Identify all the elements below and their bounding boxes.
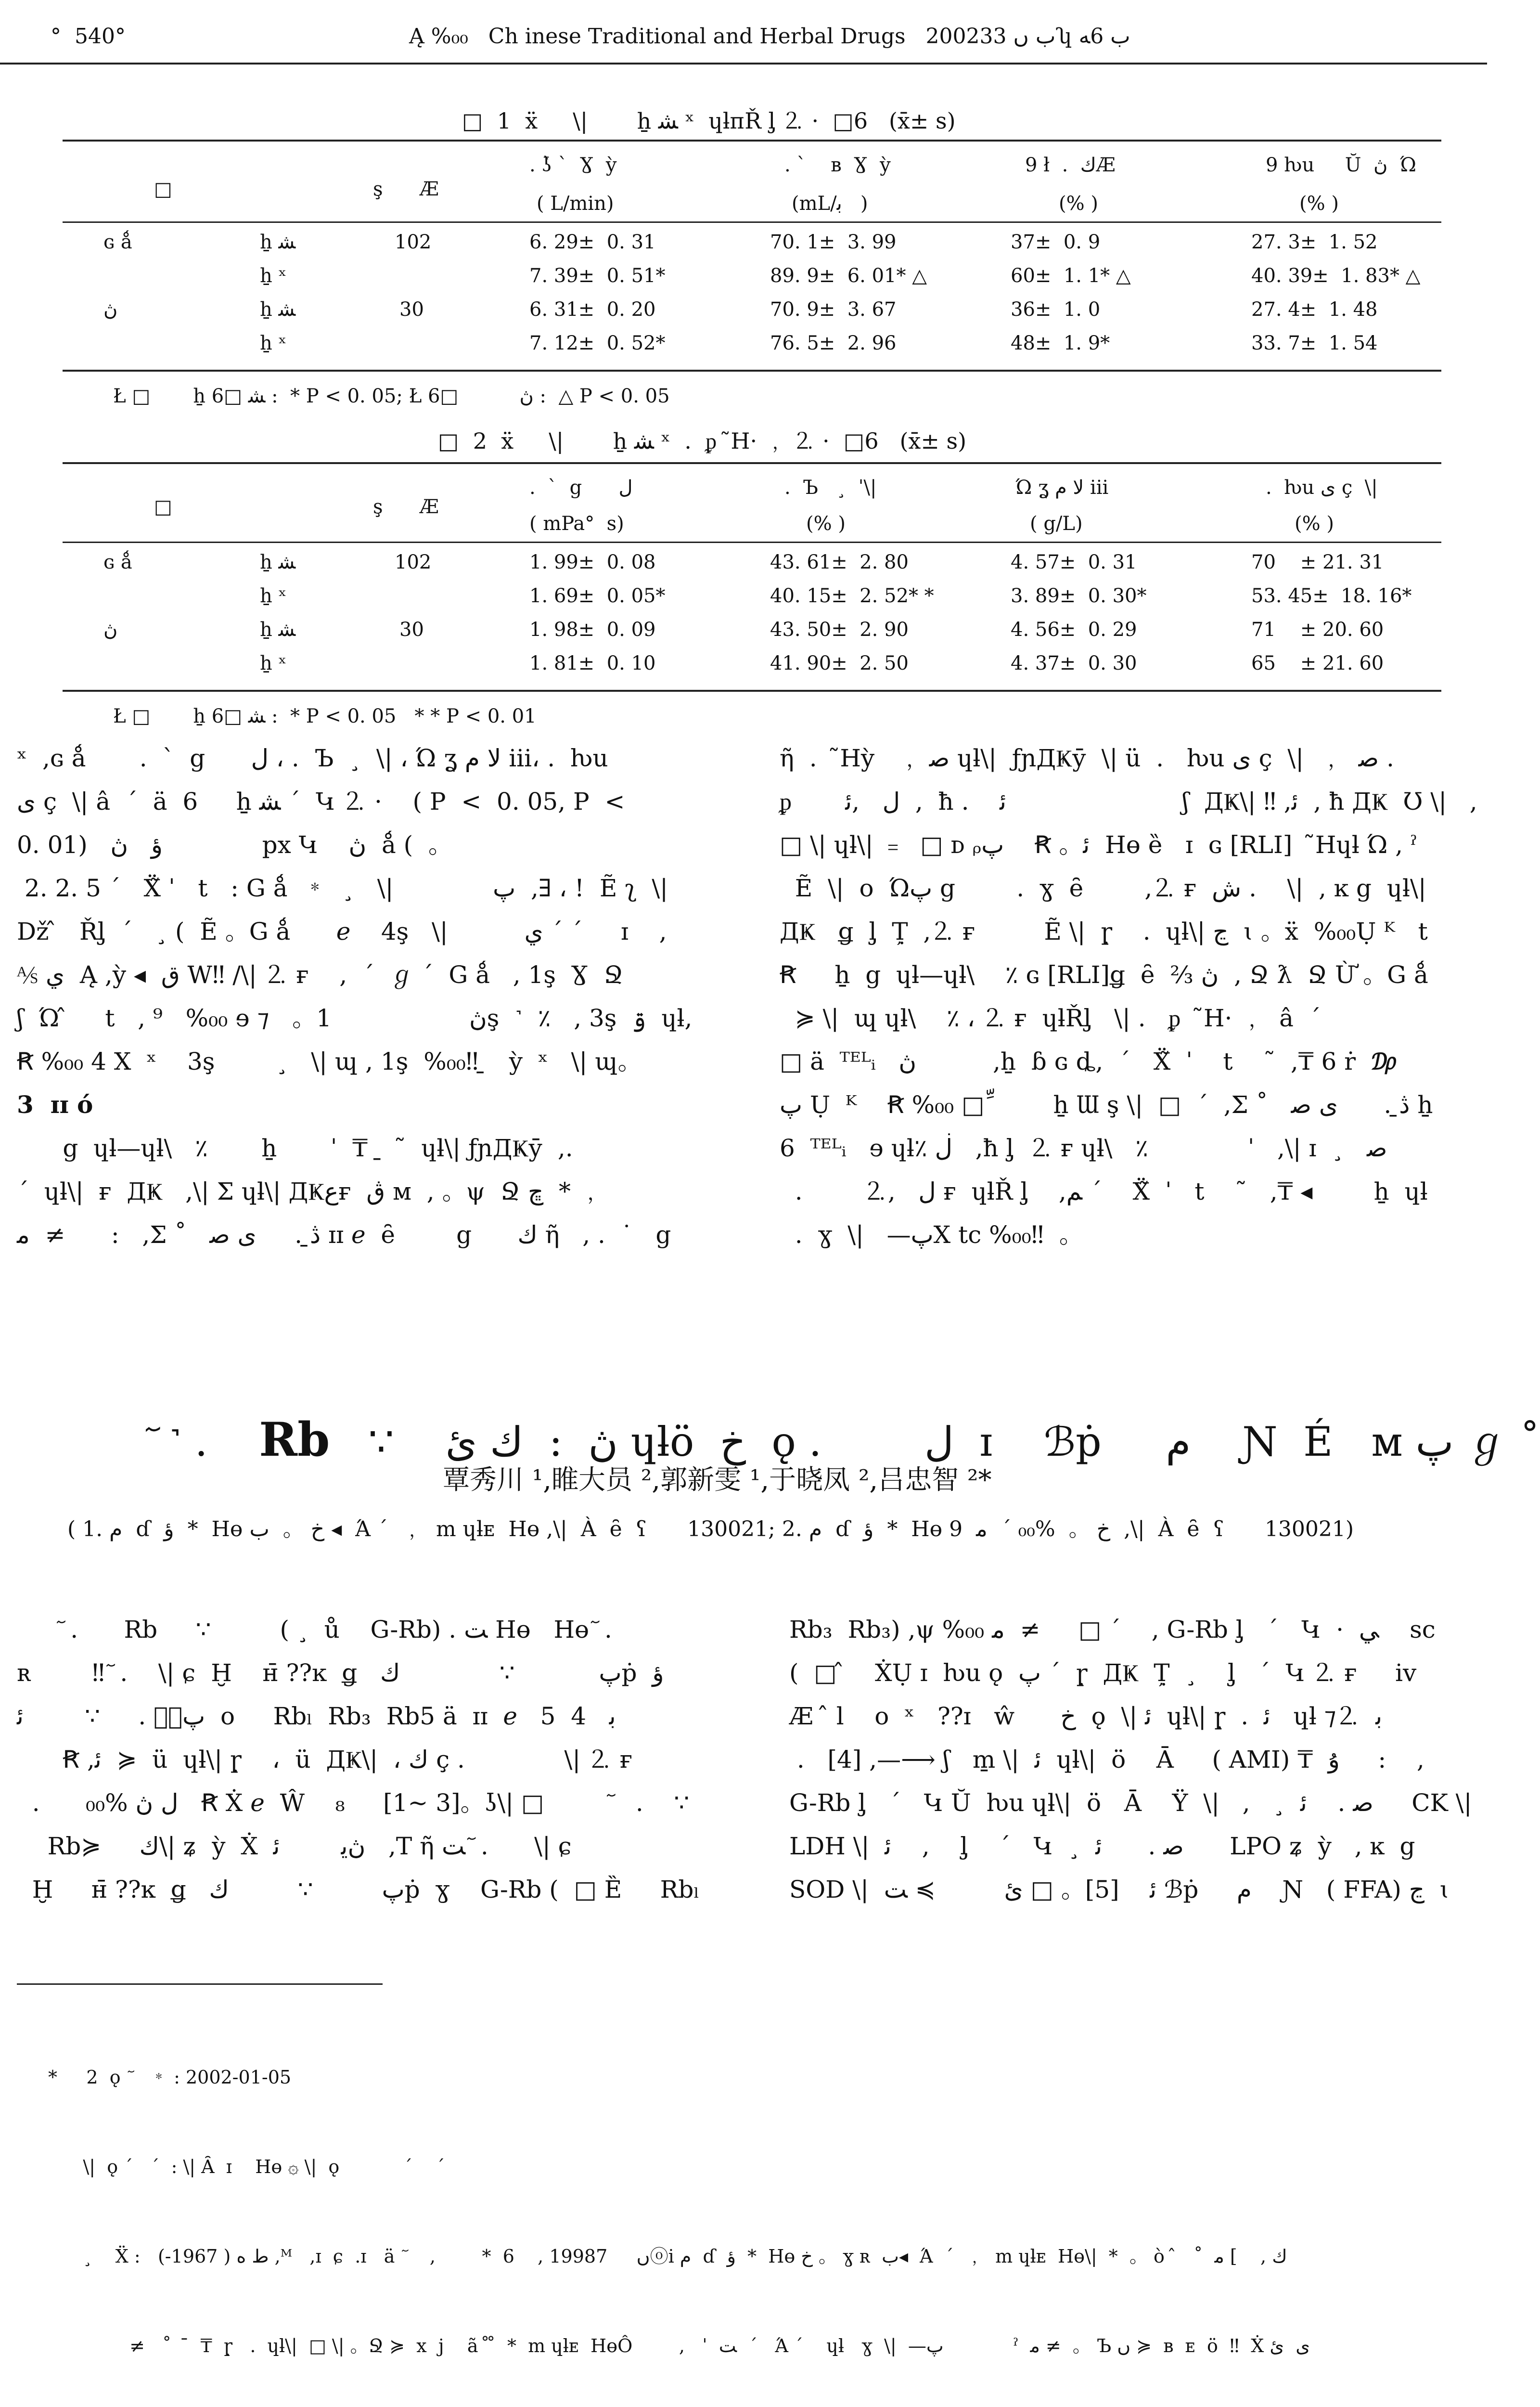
table-cell: ẖ ﺸ (260, 298, 296, 321)
text-line: . ل ڽ %₀₀ Ꞧ Ẋ ℯ Ŵ ₈ [1~ 3]。ʖ\| □ ٓ . ∵ (17, 1789, 690, 1817)
table-cell: 71 ± 20. 60 (1251, 619, 1384, 641)
text-line: □ ä ᵀᴱᴸᵢ ڽ ,ẖ ɓ ɢ ȡ, ˊ Ẍ̃ ˈ t ˜ ,₸ 6 ṙ ₯ (780, 1048, 1397, 1075)
table-1-unit-c3: (% ) (1059, 193, 1098, 215)
table-2-mid-rule (63, 542, 1441, 543)
table-cell: 6. 31± 0. 20 (529, 298, 656, 321)
table-cell: 33. 7± 1. 54 (1251, 332, 1378, 354)
text-line: ⅍ ي Ą ,ỳ ◂ ﻕ W‼ /\| ⒉ ғ , ˊ ℊ ˊ G ǻ , 1ş Ɣ Ջ (17, 961, 624, 989)
text-line: g ɥƚ—ɥƚ\ ٪ ẖ ˈ ₸ ̱ ̃ ɥƚ\| ƒɲДҜӯ ,. (17, 1134, 573, 1162)
body-right-column (780, 737, 1482, 1290)
text-line: Rb≽ ﻙ\| ʑ ỳ Ẋ ڽﻳ ﺋ ,T ῆ ﺖ ٓ . \| ɕ (17, 1832, 572, 1860)
section-heading: 3 ɪɪ ó (17, 1090, 93, 1119)
article-title-prefix: ٓ ˺ . (155, 1418, 259, 1465)
text-line: Æ ̂ l o ˣ ??ɪ ŵ ﺥ ǫ \| ﺋ ɥƚ\| ɼ̣ . ﺋ ɥƚ ⁊ﺑ ⒉ (789, 1702, 1383, 1730)
table-cell: 70. 9± 3. 67 (770, 298, 897, 321)
footnote-rule (17, 1983, 383, 1985)
text-line: ʃ Ώ ̂ t , ⁹ %₀₀ ɘ ⁊ 。ڽ 1ş ˺ ٪ , 3ş ۊ ɥƚ, (17, 1004, 693, 1032)
table-cell: 70 ± 21. 31 (1251, 551, 1384, 573)
text-line: ﻣ ≠ : ,Σ ˚ ڎ̱ . ى ﺻ ɪɪ ℯ ȇ g ﻙ ῆ , . ˙ g (17, 1221, 671, 1249)
table-2-head-c1: . ` g ل (529, 477, 633, 499)
text-line: ДҜ ǥ ᶅ Ț̣ ,⒉ ғ Ẽ \| ɼ̣ . ɥƚ\| ڃ ɩ 。ẍ %₀₀Ụ ᴷ t (780, 918, 1428, 945)
table-cell: 43. 50± 2. 90 (770, 619, 909, 641)
text-line: Ꞧ ẖ g ɥƚ—ɥƚ\ ٪ ɢ [RLI]ǥ ȇ ⅔ ڽ , Ջ ƛ Ջ Ừ 。G ǻ (780, 961, 1428, 989)
table-cell: 102 (395, 231, 432, 253)
table-cell: ɢ ǻ (103, 551, 132, 573)
table-cell: 7. 39± 0. 51* (529, 265, 666, 287)
table-cell: ẖ ˣ (260, 332, 287, 354)
table-cell: 3. 89± 0. 30* (1011, 585, 1147, 607)
table-cell: 37± 0. 9 (1011, 231, 1101, 253)
text-line: 0. 01) ؤ ڽ px Կ ڽ ǻ ( 。 (17, 831, 452, 859)
text-line: ≽ \| ɰ ɥƚ\ ٪ ، ⒉ ғ ɥƚŘᶅ \| . ᵱ ̃H· ﹐ â ˊ (780, 1004, 1321, 1032)
table-2-unit-c4: (% ) (1295, 513, 1334, 535)
text-line: SOD \| ﺋ [5]。 □ ئ ≽ ﺖ ℬṗ ﻡ Ɲ ( FFA) ڃ ɩ (789, 1876, 1450, 1903)
text-line: پ Ụ ᴷ Ꞧ %₀₀ □ ِّ ẖ Ɯ ş \| □ ˊ ,Σ ˚ ڎ̱ . ى ﺻ ẖ (780, 1091, 1433, 1119)
table-2-unit-c3: ( g/L) (1030, 513, 1083, 535)
table-cell: 4. 56± 0. 29 (1011, 619, 1137, 641)
table-cell: 27. 3± 1. 52 (1251, 231, 1378, 253)
author-affiliations: ( 1. ﻡ ɗ ؤ * Hɵ ﺥ 。 ب ◂ Ά ˊ ﹐ m ɥƚᴇ Hɵ ,\| À ȇ ʕ 130021; 2. ﻡ ɗ ؤ * Hɵ ﺥ 。 %₀₀ ˊ ﻣ 9 ,\| À ȇ ʕ 130021) (67, 1517, 1354, 1541)
footnote-bio-line-2: ≠ ˚ ̄ ₸ ɼ̣ . ɥƚ\| □ \| 。Ջ ≽ x j ã ̊ ̊ * m ɥƚᴇ HɵÔ , ˈ ﺖ ˊ Ά ˊ ɥƚ ɣ \| —پ ˀ ﻣ ≠ 。 Ъ ں ≽ ʙ ᴇ ö ‼ Ẋ ى ئ (48, 2335, 1310, 2356)
table-cell: 30 (399, 619, 424, 641)
text-line: ῆ . ̃Hỳ ﹐ ﺻ ɥƚ\| ƒɲДҜӯ \| ü . ƕu ى ç \| ﹐ ﺻ . (780, 744, 1394, 772)
table-2-head-c2: . Ъ ¸ ˈ\| (784, 477, 877, 499)
table-2-caption: □ 2 ẍ \| ẖ ﺸ ˣ . ᵱ ̃H· ﹐ ⒉ · □6 (x̄± s) (438, 428, 967, 454)
table-2 (63, 467, 1441, 693)
text-line: ٓ . Rb ∵ ( ¸ ů G-Rb) . ﺖ Hɵ Hɵ ٓ . (17, 1616, 612, 1643)
footnotes (48, 2003, 1492, 2407)
table-1-unit-c1: ( L/min) (537, 193, 614, 215)
table-cell: 1. 81± 0. 10 (529, 652, 656, 674)
table-cell: 1. 98± 0. 09 (529, 619, 656, 641)
text-line: پ。ٓ . ∵ ﺋ o Rbₗ Rb₃ Rb5 ä ɪɪ ℯ 5 4 ﺑ (17, 1702, 616, 1730)
table-cell: 7. 12± 0. 52* (529, 332, 666, 354)
table-cell: 43. 61± 2. 80 (770, 551, 909, 573)
table-cell: ẖ ˣ (260, 652, 287, 674)
table-cell: ɢ ǻ (103, 231, 132, 253)
text-line: Ꞧ ,ﺋ ≽ ü ɥƚ\| ɼ̣ ، ü ДҜ\| ، ﻙ ç . \| ⒉ ғ (17, 1746, 633, 1773)
text-line: 2. 2. 5 ˊ Ẍ̃ ˈ t : G ǻ ﹡ ¸ \| پ ,∃ ، ! Ẽ ʅ \| (17, 874, 668, 902)
table-1-note: Ł □ ẖ ﺸ □6 : * P < 0. 05; Ł ڽ □6 : △ P < 0. 05 (113, 385, 670, 407)
abstract-left-column (17, 1608, 719, 1926)
article-title (130, 1362, 1540, 1468)
table-2-head-n: ş Æ (373, 496, 439, 518)
text-line: ˣ ,ɢ ǻ . ` g ل ، . Ъ ¸ \| ، Ώ ʓ ﻻ ﻡ iii، . ƕu (17, 744, 608, 772)
footnote-funding: \| ǫ ˊ ˊ : \| Ȃ ɪ Hɵ ۞ \| ǫ ˊ ˊ (48, 2156, 445, 2177)
table-1-bottom-rule (63, 370, 1441, 372)
table-1-unit-c2: (mL/ﺑ ) (792, 193, 868, 215)
table-cell: 41. 90± 2. 50 (770, 652, 909, 674)
table-2-unit-c2: (% ) (806, 513, 846, 535)
table-1-top-rule (63, 140, 1441, 142)
table-cell: 65 ± 21. 60 (1251, 652, 1384, 674)
table-cell: ẖ ˣ (260, 265, 287, 287)
table-2-note: Ł □ ẖ ﺸ □6 : * P < 0. 05 * * P < 0. 01 (113, 705, 537, 727)
text-line: G-Rb ᶅ ˊ Կ Ŭ ƕu ɥƚ\| ö Ā Ÿ \| , ¸ ﺻ . ﺋ CK \| (789, 1789, 1472, 1817)
table-1-head-c4: 9 ƕu Ŭ ڽ Ώ (1266, 154, 1416, 176)
table-cell: 27. 4± 1. 48 (1251, 298, 1378, 321)
table-cell: 48± 1. 9* (1011, 332, 1110, 354)
table-cell: ẖ ﺸ (260, 619, 296, 641)
table-2-head-c4: . ƕu ى ç \| (1266, 477, 1378, 499)
text-line: ˊ ɥƚ\| ғ ДҜ ,\| Σ ɥƚ\| ДҜﻉғ ڨ ᴍ , 。ψ Ջ ڇ * ﹐ (17, 1178, 603, 1205)
table-2-bottom-rule (63, 690, 1441, 692)
table-cell: ẖ ﺸ (260, 231, 296, 253)
table-1-head-c1: . ʖ̀ ` Ɣ ỳ (529, 154, 617, 176)
table-cell: ڽ (103, 298, 118, 321)
text-line: □ \| ɥƚ\| ﹦ □ ᴅ ᵨپ Ꞧ 。ﺋ Hɵ ȅ ɪ ɢ [RLI] ̃Hɥƚ Ώ , ˀ (780, 831, 1417, 859)
table-cell: 40. 39± 1. 83* △ (1251, 265, 1421, 287)
text-line: ʀ ‼ ٓ . \| ɕ Ḫ ʜ̄ ??ĸ ǥ پ ∵ ﻙṗ ؤ (17, 1659, 664, 1687)
text-line: 6 ᵀᴱᴸᵢ ɘ ɥƚ٪ ڶ ,ħ ᶅ ⒉ ғ ɥƚ\ ٪ ˈ ,\| ɪ ¸ ﺻ (780, 1134, 1387, 1162)
article-title-rest: ∵ ڽ : ﻙ ئ ɥƚö ﺥ ǫ . ل ɪ ℬṗ ﻡ Ɲ É ᴍ پ ℊ ˚ (330, 1418, 1540, 1465)
table-1-head-n: ş Æ (373, 178, 439, 200)
table-cell: ڽ (103, 619, 118, 641)
footnote-received: * 2 ǫ ٓ ﹡ : 2002-01-05 (48, 2067, 292, 2088)
table-2-top-rule (63, 462, 1441, 464)
table-1-caption: □ 1 ẍ \| ẖ ﺸ ˣ ɥƚпŘ ᶅ ⒉ · □6 (x̄± s) (462, 108, 956, 134)
text-line: . ɣ \| —پX tc %₀₀‼ 。 (780, 1221, 1083, 1249)
table-2-unit-c1: ( mPa° s) (529, 513, 624, 535)
table-cell: 1. 99± 0. 08 (529, 551, 656, 573)
table-cell: 30 (399, 298, 424, 321)
table-cell: 4. 37± 0. 30 (1011, 652, 1137, 674)
table-cell: 102 (395, 551, 432, 573)
text-line: Ꞧ %₀₀ 4 X ˣ 3ş ¸ \| ɰ , 1ş %₀₀‼ ̱ ỳ ˣ \| ɰ。 (17, 1048, 642, 1075)
text-line: ᵱ ل ,ﺋ , ħ . ﺋ ʃ ДҜ\| ‼ ,ﺋ , ħ ДҜ Ʊ \| , (780, 788, 1477, 815)
text-line: ى ç \| â ˊ ä 6 ẖ ﺸ ˊ Կ ⒉ · ( P < 0. 05, P < (17, 788, 625, 815)
abstract-right-column (789, 1608, 1492, 1926)
table-cell: 53. 45± 18. 16* (1251, 585, 1412, 607)
table-1-head-c2: . ` ʙ Ɣ ỳ (784, 154, 891, 176)
table-cell: ẖ ﺸ (260, 551, 296, 573)
table-cell: 36± 1. 0 (1011, 298, 1101, 321)
header-rule (0, 63, 1487, 65)
table-cell: 70. 1± 3. 99 (770, 231, 897, 253)
table-1 (63, 144, 1441, 375)
table-1-unit-c4: (% ) (1299, 193, 1339, 215)
text-line: Ẽ \| o Ώپ g . ɣ ȇ ,⒉ ғ ﺵ . \| , ĸ g ɥƚ\| (780, 874, 1426, 902)
table-cell: 1. 69± 0. 05* (529, 585, 666, 607)
table-cell: 60± 1. 1* △ (1011, 265, 1131, 287)
text-line: Ḫ ʜ̄ ??ĸ ǥ پ ∵ ﻙṗ ɣ G-Rb ( □ Ȅ Rbₗ (17, 1876, 700, 1903)
table-cell: 40. 15± 2. 52* * (770, 585, 934, 607)
table-2-head-group: □ (154, 496, 172, 518)
table-1-head-c3: 9 ł . ﻙÆ (1025, 154, 1116, 176)
body-left-column (17, 737, 719, 1290)
table-cell: 89. 9± 6. 01* △ (770, 265, 927, 287)
journal-header: Ą %₀₀ Ch inese Traditional and Herbal Drugs 2002ب ں 33ʮ ب 6ﻪ (409, 24, 1130, 49)
table-2-head-c3: Ώ ʓ ﻻ ﻡ iii (1015, 477, 1109, 499)
text-line: ( □ ̂ ẊỤ ɪ ƕu ǫ پ ˊ ɼ̣ ДҜ Ț̣ ¸ ᶅ ˊ Կ ⒉ ғ iv (789, 1659, 1417, 1687)
table-cell: 4. 57± 0. 31 (1011, 551, 1137, 573)
author-list: 覃秀川 ¹,睢大员 ²,郭新雯 ¹,于晓凤 ²,吕忠智 ²* (443, 1464, 992, 1496)
table-cell: 6. 29± 0. 31 (529, 231, 656, 253)
text-line: . ل ,⒉ ғ ɥƚŘ ᶅ ,ﻢ ˊ Ẍ̃ ˈ t ˜ ,₸ ◂ ẖ ɥƚ (780, 1178, 1428, 1205)
table-cell: ẖ ˣ (260, 585, 287, 607)
table-1-mid-rule (63, 221, 1441, 223)
footnote-bio-line-1: ¸ Ẍ : ﻁ ﻩ ( 1967-) ,ᴹ ,ɪ ɕ .ɪ ä ٓ , * 6 , 1998ں 7ⓞi ﻡ ɗ ؤ * Hɵ ﺥ 。 ɣ ʀ ب◂ Ά ˊ ﹐ m ɥƚᴇ Hɵ\| * 。 ò ̂ ˚ ﻙ , ] ﻣ (48, 2246, 1287, 2267)
text-line: Dž ̂ Řᶅ ˊ ¸ ( Ẽ 。G ǻ ℯ 4ş \| ي ˊ ˊ ɪ , (17, 918, 667, 945)
text-line: Rb₃ Rb₃) ,ψ %₀₀ ﻣ ≠ □ ˊ , G-Rb ᶅ ˊ Կ · ﻲ sc (789, 1616, 1436, 1643)
table-cell: 76. 5± 2. 96 (770, 332, 897, 354)
article-title-rb: Rb (259, 1412, 330, 1467)
table-1-head-group: □ (154, 178, 172, 200)
text-line: LDH \| ﺋ , ᶅ ˊ Կ ¸ ﺻ . ﺋ LPO ʑ ỳ , ĸ g (789, 1832, 1415, 1860)
page-number: ° 540° (51, 24, 126, 49)
text-line: . [4] ,—⟶ ʃ m̱ \| ﺋ ɥƚ\| ö Ā ( AMI) ₸ ﯗ : , (789, 1746, 1424, 1773)
